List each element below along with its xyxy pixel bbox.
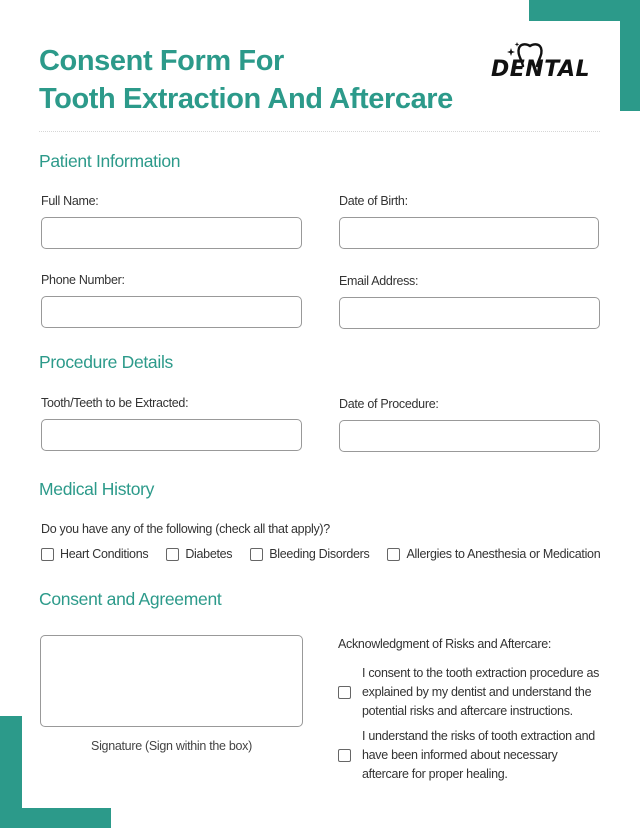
checkbox-box[interactable] <box>338 749 351 762</box>
page-title <box>39 42 459 118</box>
checkbox-label: Diabetes <box>185 547 233 561</box>
header-divider <box>39 131 600 132</box>
acknowledgment-item-consent[interactable] <box>338 664 600 721</box>
medical-conditions-checklist <box>41 547 618 561</box>
checkbox-box[interactable] <box>250 548 263 561</box>
teeth-to-extract-input[interactable] <box>41 419 302 451</box>
section-heading-procedure-details: Procedure Details <box>39 352 173 372</box>
checkbox-diabetes[interactable] <box>166 547 232 561</box>
full-name-input[interactable] <box>41 217 302 249</box>
phone-number-label: Phone Number: <box>41 273 125 287</box>
checkbox-label: Bleeding Disorders <box>269 547 370 561</box>
page-title-line-2: Tooth Extraction And Aftercare <box>39 83 453 115</box>
checkbox-box[interactable] <box>166 548 179 561</box>
medical-history-question: Do you have any of the following (check all that apply)? <box>41 522 330 536</box>
email-address-input[interactable] <box>339 297 600 329</box>
section-heading-consent: Consent and Agreement <box>39 589 222 609</box>
checkbox-allergies[interactable] <box>387 547 600 561</box>
dental-logo <box>489 42 601 88</box>
date-of-birth-input[interactable] <box>339 217 599 249</box>
acknowledgment-item-risks[interactable] <box>338 727 600 784</box>
checkbox-box[interactable] <box>338 686 351 699</box>
phone-number-input[interactable] <box>41 296 302 328</box>
section-heading-patient-information: Patient Information <box>39 151 181 171</box>
signature-caption: Signature (Sign within the box) <box>91 739 252 753</box>
checkbox-box[interactable] <box>387 548 400 561</box>
acknowledgment-text: I understand the risks of tooth extraction and have been informed about necessary aftercare for proper healing. <box>362 729 595 781</box>
acknowledgment-text: I consent to the tooth extraction procedure as explained by my dentist and understand the potential risks and aftercare instructions. <box>362 666 600 718</box>
section-heading-medical-history: Medical History <box>39 479 155 499</box>
teeth-to-extract-label: Tooth/Teeth to be Extracted: <box>41 396 189 410</box>
date-of-birth-label: Date of Birth: <box>339 194 408 208</box>
signature-box[interactable] <box>40 635 303 727</box>
corner-decoration-top-right-vertical <box>620 0 640 111</box>
checkbox-heart-conditions[interactable] <box>41 547 148 561</box>
date-of-procedure-label: Date of Procedure: <box>339 397 439 411</box>
checkbox-bleeding-disorders[interactable] <box>250 547 369 561</box>
acknowledgment-title: Acknowledgment of Risks and Aftercare: <box>338 637 552 651</box>
checkbox-label: Allergies to Anesthesia or Medication <box>406 547 601 561</box>
logo-text: DENTAL <box>491 57 591 82</box>
email-address-label: Email Address: <box>339 274 419 288</box>
checkbox-label: Heart Conditions <box>60 547 149 561</box>
full-name-label: Full Name: <box>41 194 99 208</box>
corner-decoration-bottom-left-horizontal <box>0 808 111 828</box>
page-title-line-1: Consent Form For <box>39 45 284 77</box>
checkbox-box[interactable] <box>41 548 54 561</box>
date-of-procedure-input[interactable] <box>339 420 600 452</box>
